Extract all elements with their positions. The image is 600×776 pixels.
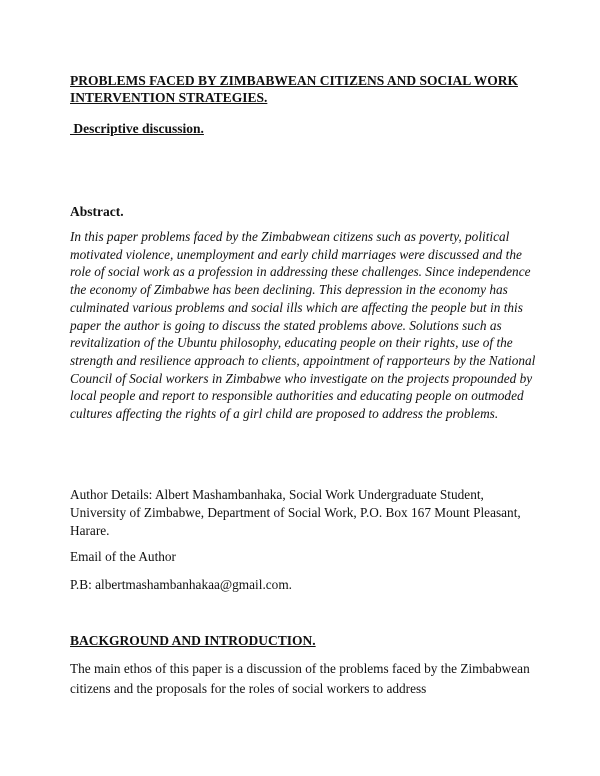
email-label: Email of the Author (70, 549, 176, 564)
document-subtitle: Descriptive discussion. (70, 121, 204, 136)
abstract-body: In this paper problems faced by the Zimbabwean citizens such as poverty, political motivated violence, unemployment and early child marriages were discussed and the role of social work as a profession in addressing these challenges. Since independence the economy of Zimbabwe has been declining. This depression in the economy has culminated various problems and social ills which are affecting the people but in this paper the author is going to discuss the stated problems above. Solutions such as revitalization of the Ubuntu philosophy, educating people on their rights, use of the strength and resilience approach to clients, appointment of rapporteurs by the National Council of Social workers in Zimbabwe who investigate on the projects propounded by local people and report to responsible authorities and educating people on outmoded cultures affecting the rights of a girl child are proposed to address the problems. (70, 229, 536, 422)
document-title: PROBLEMS FACED BY ZIMBABWEAN CITIZENS AND SOCIAL WORK INTERVENTION STRATEGIES. (70, 73, 518, 105)
author-email: P.B: albertmashambanhakaa@gmail.com. (70, 577, 292, 592)
section-heading-background: BACKGROUND AND INTRODUCTION. (70, 633, 316, 648)
intro-paragraph: The main ethos of this paper is a discussion of the problems faced by the Zimbabwean citizens and the proposals for the roles of social workers to address (70, 661, 530, 696)
author-details: Author Details: Albert Mashambanhaka, Social Work Undergraduate Student, University of Zimbabwe, Department of Social Work, P.O. Box 167 Mount Pleasant, Harare. (70, 487, 521, 538)
abstract-heading: Abstract. (70, 204, 124, 219)
